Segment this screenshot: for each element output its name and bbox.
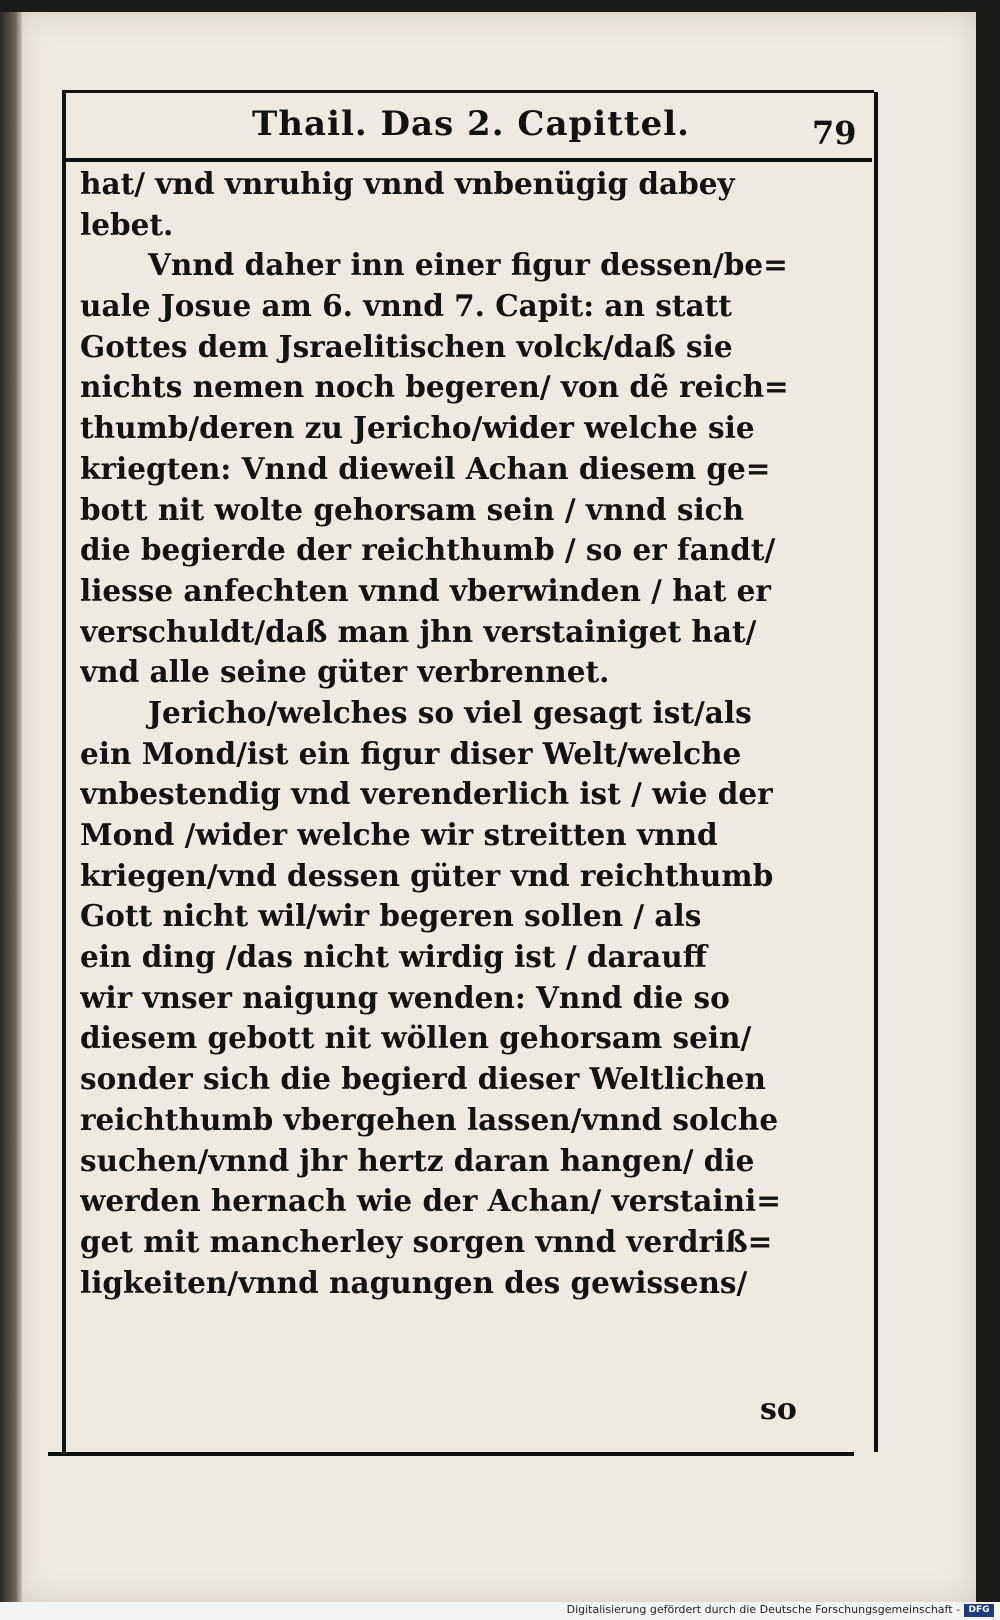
- text-line: thumb/deren zu Jericho/wider welche sie: [80, 410, 755, 446]
- text-line: bott nit wolte gehorsam sein / vnnd sich: [80, 491, 745, 527]
- page-number: 79: [812, 114, 857, 152]
- text-line: werden hernach wie der Achan/ verstaini=: [80, 1183, 781, 1219]
- text-line: uale Josue am 6. vnnd 7. Capit: an statt: [80, 288, 732, 324]
- body-text: [80, 164, 800, 1303]
- text-line: vnd alle seine güter verbrennet.: [80, 654, 610, 690]
- text-line: Vnnd daher inn einer figur dessen/be=: [148, 247, 788, 283]
- text-line: Gottes dem Jsraelitischen volck/daß sie: [80, 328, 733, 364]
- page-header: [62, 98, 874, 154]
- text-line: nichts nemen noch begeren/ von dẽ reich=: [80, 369, 789, 405]
- dfg-logo: DFG: [964, 1604, 994, 1617]
- text-line: ein ding /das nicht wirdig ist / darauff: [80, 939, 707, 975]
- text-line: die begierde der reichthumb / so er fandt/: [80, 532, 776, 568]
- running-head: Thail. Das 2. Capittel.: [252, 104, 690, 144]
- text-line: kriegen/vnd dessen güter vnd reichthumb: [80, 857, 774, 893]
- header-underline: [62, 158, 872, 162]
- text-line: Gott nicht wil/wir begeren sollen / als: [80, 898, 702, 934]
- text-line: ein Mond/ist ein figur diser Welt/welche: [80, 735, 742, 771]
- text-line: liesse anfechten vnnd vberwinden / hat er: [80, 572, 771, 608]
- text-line: vnbestendig vnd verenderlich ist / wie der: [80, 776, 773, 812]
- text-line: suchen/vnnd jhr hertz daran hangen/ die: [80, 1142, 755, 1178]
- text-line: wir vnser naigung wenden: Vnnd die so: [80, 979, 730, 1015]
- text-line: Jericho/welches so viel gesagt ist/als: [148, 694, 752, 730]
- book-spine: [0, 12, 22, 1602]
- text-line: Mond /wider welche wir streitten vnnd: [80, 817, 718, 852]
- catchword: so: [760, 1392, 797, 1427]
- footer-rule: [48, 1452, 854, 1456]
- text-line: lebet.: [80, 206, 174, 242]
- text-line: sonder sich die begierd dieser Weltlichen: [80, 1061, 766, 1097]
- text-line: reichthumb vbergehen lassen/vnnd solche: [80, 1101, 779, 1137]
- text-line: diesem gebott nit wöllen gehorsam sein/: [80, 1020, 752, 1056]
- text-line: kriegten: Vnnd dieweil Achan diesem ge=: [80, 450, 771, 486]
- text-line: verschuldt/daß man jhn verstainiget hat/: [80, 613, 757, 649]
- text-line: ligkeiten/vnnd nagungen des gewissens/: [80, 1264, 748, 1300]
- text-line: get mit mancherley sorgen vnnd verdriß=: [80, 1223, 773, 1259]
- funding-credit: Digitalisierung gefördert durch die Deutsche Forschungsgemeinschaft -: [566, 1603, 960, 1616]
- text-line: hat/ vnd vnruhig vnnd vnbenügig dabey: [80, 166, 735, 201]
